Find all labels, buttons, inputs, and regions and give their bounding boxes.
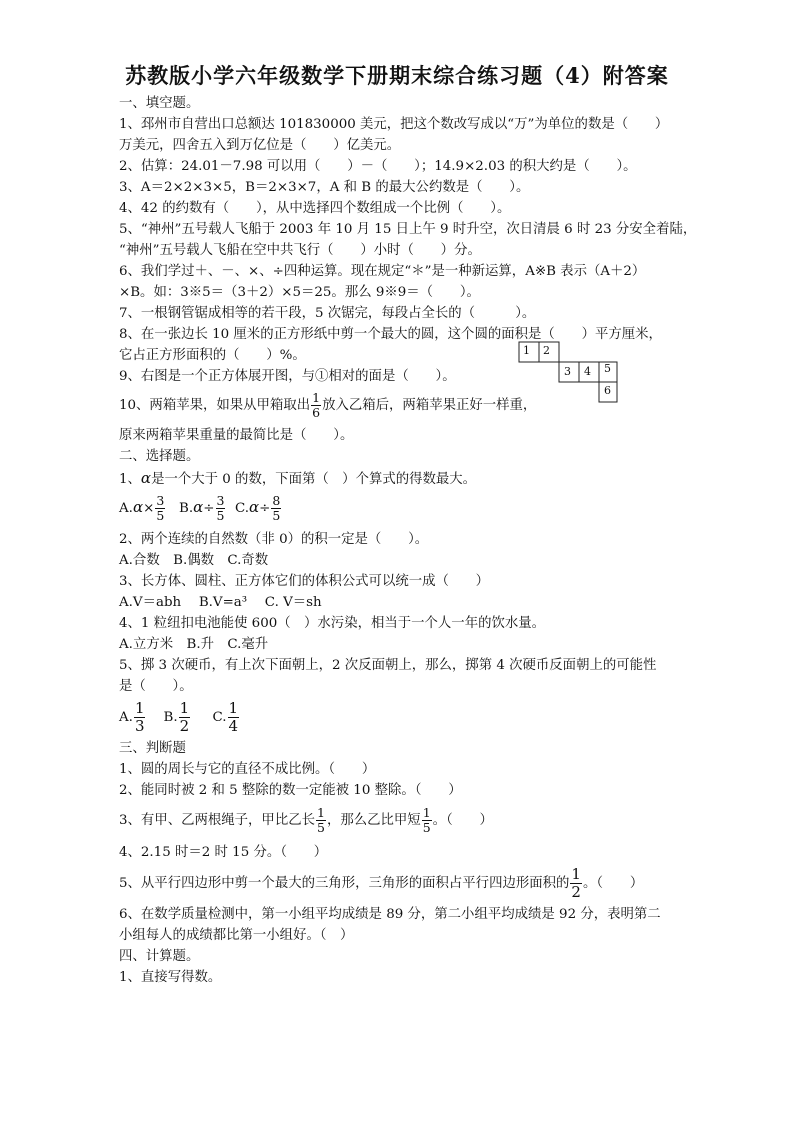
- question-6-line-2: ×B。如：3※5＝（3＋2）×5＝25。那么 9※9＝（ ）。: [119, 285, 480, 300]
- choice-question-4: 4、1 粒纽扣电池能使 600（ ）水污染，相当于一个人一年的饮水量。: [119, 616, 546, 631]
- fraction-one-quarter: $\frac{1}{4}$: [228, 699, 239, 735]
- fraction-eight-fifths: $\frac{8}{5}$: [272, 493, 281, 523]
- calculation-question-1: 1、直接写得数。: [119, 970, 222, 985]
- question-9: 9、右图是一个正方体展开图，与①相对的面是（ ）。: [119, 369, 456, 384]
- fraction-one-third: $\frac{1}{3}$: [134, 699, 145, 735]
- judgement-question-5: 5、从平行四边形中剪一个最大的三角形，三角形的面积占平行四边形面积的 $\frac{1}{2}$ 。（ ）: [119, 865, 644, 901]
- question-5-line-2: “神州”五号载人飞船在空中共飞行（ ）小时（ ）分。: [119, 243, 481, 258]
- choice-question-3-options: A.V＝abh B.V=a³ C. V＝sh: [119, 595, 322, 610]
- fraction-one-fifth-a: $\frac{1}{5}$: [317, 805, 325, 835]
- choice-question-5-line-1: 5、掷 3 次硬币，有上次下面朝上，2 次反面朝上，那么，掷第 4 次硬币反面朝上的可能性: [119, 658, 657, 673]
- judgement-question-1: 1、圆的周长与它的直径不成比例。（ ）: [119, 762, 376, 777]
- question-2: 2、估算：24.01－7.98 可以用（ ）－（ ）；14.9×2.03 的积大约是（ ）。: [119, 159, 637, 174]
- question-6-line-1: 6、我们学过＋、－、×、÷四种运算。现在规定“＊”是一种新运算，A※B 表示（A＋2）: [119, 264, 646, 279]
- question-4: 4、42 的约数有（ ），从中选择四个数组成一个比例（ ）。: [119, 201, 511, 216]
- cube-label-1: 1: [523, 344, 530, 357]
- judgement-question-6-line-2: 小组每人的成绩都比第一小组好。（ ）: [119, 928, 354, 943]
- fraction-three-fifths-b: $\frac{3}{5}$: [216, 493, 225, 523]
- page-title: 苏教版小学六年级数学下册期末综合练习题（4）附答案: [125, 63, 669, 88]
- question-10-text-b: 放入乙箱后，两箱苹果正好一样重，: [322, 398, 537, 413]
- choice-question-5-options: A. $\frac{1}{3}$ B. $\frac{1}{2}$ C. $\frac{1}{4}$: [119, 699, 239, 735]
- section-heading-choice: 二、选择题。: [119, 449, 200, 464]
- question-5-line-1: 5、“神州”五号载人飞船于 2003 年 10 月 15 日上午 9 时升空，次日清晨 6 时 23 分安全着陆，: [119, 222, 697, 237]
- cube-label-4: 4: [584, 365, 591, 378]
- question-10-line-1: [119, 391, 536, 420]
- question-10-text-a: 10、两箱苹果，如果从甲箱取出: [119, 398, 311, 413]
- fraction-three-fifths-a: $\frac{3}{5}$: [156, 493, 165, 523]
- fraction-one-half: $\frac{1}{2}$: [179, 699, 190, 735]
- section-heading-fill-in: 一、填空题。: [119, 96, 200, 111]
- cube-label-6: 6: [604, 384, 611, 397]
- judgement-question-4: 4、2.15 时＝2 时 15 分。（ ）: [119, 845, 328, 860]
- question-1-line-1: 1、邳州市自营出口总额达 101830000 美元，把这个数改写成以“万”为单位的数是（ ）: [119, 117, 669, 132]
- question-8-line-1: 8、在一张边长 10 厘米的正方形纸中剪一个最大的圆，这个圆的面积是（ ）平方厘米，: [119, 327, 662, 342]
- cube-label-5: 5: [604, 362, 611, 375]
- fraction-one-fifth-b: $\frac{1}{5}$: [422, 805, 431, 835]
- judgement-question-3: 3、有甲、乙两根绳子，甲比乙长 $\frac{1}{5}$ ，那么乙比甲短 $\frac{1}{5}$ 。（ ）: [119, 805, 493, 835]
- question-1-line-2: 万美元，四舍五入到万亿位是（ ）亿美元。: [119, 138, 401, 153]
- cube-label-2: 2: [543, 344, 550, 357]
- question-3: 3、A＝2×2×3×5，B＝2×3×7，A 和 B 的最大公约数是（ ）。: [119, 180, 530, 195]
- choice-question-1-options: A.α× $\frac{3}{5}$ B.α÷ $\frac{3}{5}$ C.α÷ $\frac{8}{5}$: [119, 493, 281, 523]
- fraction-one-half-b: $\frac{1}{2}$: [571, 865, 581, 901]
- choice-question-4-options: A.立方米 B.升 C.毫升: [119, 637, 269, 652]
- fraction-one-sixth: $\frac{1}{6}$: [312, 390, 321, 420]
- choice-question-3: 3、长方体、圆柱、正方体它们的体积公式可以统一成（ ）: [119, 574, 490, 589]
- choice-question-5-line-2: 是（ ）。: [119, 679, 193, 694]
- question-8-line-2: 它占正方形面积的（ ）%。: [119, 348, 306, 363]
- section-heading-judgement: 三、判断题: [119, 741, 186, 756]
- cube-label-3: 3: [564, 365, 571, 378]
- choice-question-1: 1、α是一个大于 0 的数，下面第（ ）个算式的得数最大。: [119, 469, 477, 487]
- choice-question-2: 2、两个连续的自然数（非 0）的积一定是（ ）。: [119, 532, 429, 547]
- judgement-question-6-line-1: 6、在数学质量检测中，第一小组平均成绩是 89 分，第二小组平均成绩是 92 分，表明第二: [119, 907, 661, 922]
- judgement-question-2: 2、能同时被 2 和 5 整除的数一定能被 10 整除。（ ）: [119, 783, 462, 798]
- question-7: 7、一根钢管锯成相等的若干段，5 次锯完，每段占全长的（ ）。: [119, 306, 536, 321]
- question-10-line-2: 原来两箱苹果重量的最简比是（ ）。: [119, 428, 354, 443]
- choice-question-2-options: A.合数 B.偶数 C.奇数: [119, 553, 269, 568]
- section-heading-calculation: 四、计算题。: [119, 949, 200, 964]
